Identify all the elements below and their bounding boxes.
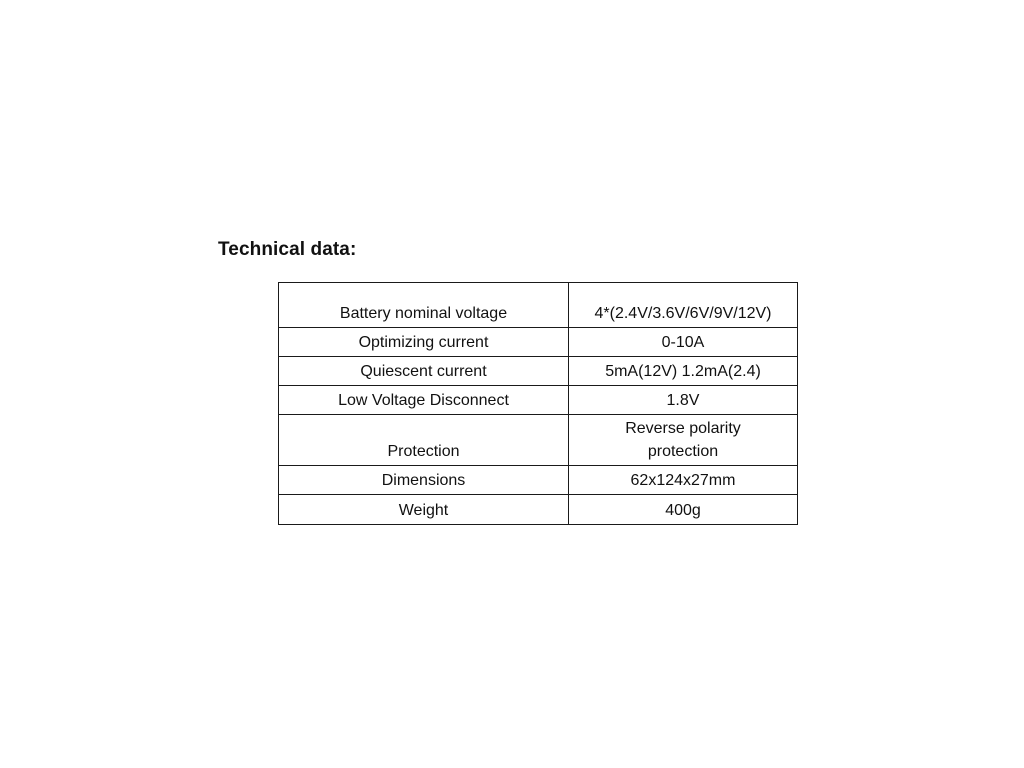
spec-label: Optimizing current	[279, 328, 569, 357]
table-row	[279, 495, 798, 525]
table-row	[279, 283, 798, 328]
table-row	[279, 357, 798, 386]
spec-value: 62x124x27mm	[569, 466, 798, 495]
spec-value: 4*(2.4V/3.6V/6V/9V/12V)	[569, 283, 798, 328]
spec-value: Reverse polarity protection	[569, 415, 798, 466]
table-row	[279, 415, 798, 466]
spec-label: Weight	[279, 495, 569, 525]
spec-value: 5mA(12V) 1.2mA(2.4)	[569, 357, 798, 386]
page-heading: Technical data:	[218, 239, 357, 260]
spec-value: 0-10A	[569, 328, 798, 357]
spec-label: Low Voltage Disconnect	[279, 386, 569, 415]
spec-label: Quiescent current	[279, 357, 569, 386]
spec-label: Battery nominal voltage	[279, 283, 569, 328]
spec-label: Protection	[279, 415, 569, 466]
technical-data-table	[278, 282, 798, 525]
spec-value: 400g	[569, 495, 798, 525]
spec-label: Dimensions	[279, 466, 569, 495]
table-row	[279, 328, 798, 357]
table-row	[279, 386, 798, 415]
table-row	[279, 466, 798, 495]
spec-value: 1.8V	[569, 386, 798, 415]
